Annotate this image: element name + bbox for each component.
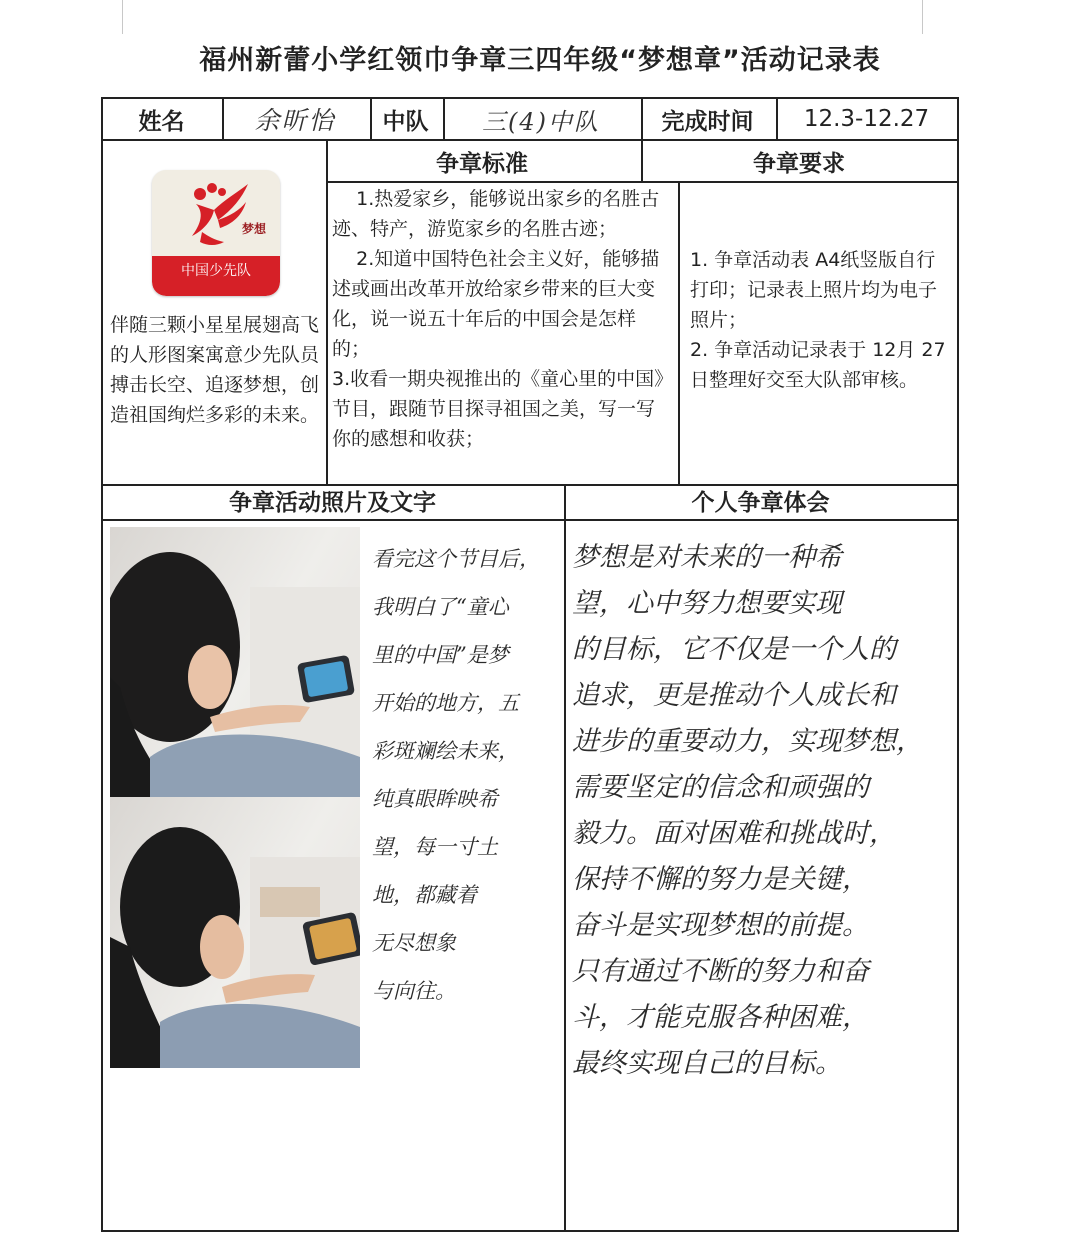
requirements-list (690, 245, 950, 395)
name-value: 余昕怡 (254, 106, 336, 135)
handwriting-line: 纯真眼眸映希 (372, 787, 498, 811)
page-edge-right (922, 0, 923, 34)
page-edge-left (122, 0, 123, 34)
row-divider-std-header (326, 181, 957, 183)
activity-header: 争章活动照片及文字 (229, 490, 436, 516)
handwriting-line: 地，都藏着 (372, 883, 477, 907)
activity-handwriting (372, 535, 562, 1015)
row-divider-activity-header (103, 519, 957, 521)
activity-photo-1 (110, 527, 360, 797)
handwriting-line: 与向往。 (372, 979, 456, 1003)
time-label: 完成时间 (661, 108, 754, 135)
standards-list (332, 184, 672, 454)
handwriting-line: 保持不懈的努力是关键， (572, 864, 869, 895)
requirement-item-1: 1. 争章活动表 A4纸竖版自行打印；记录表上照片均为电子照片； (690, 249, 938, 331)
activity-photo-2 (110, 797, 360, 1068)
name-label: 姓名 (138, 108, 185, 135)
handwriting-line: 需要坚定的信念和顽强的 (572, 772, 869, 803)
requirements-header: 争章要求 (753, 150, 845, 177)
reflection-header: 个人争章体会 (691, 490, 830, 516)
handwriting-line: 里的中国”是梦 (372, 643, 509, 667)
handwriting-line: 进步的重要动力，实现梦想， (572, 726, 923, 757)
col-divider (326, 139, 328, 484)
child-watching-phone-photo (110, 797, 360, 1068)
col-divider (678, 181, 680, 484)
handwriting-line: 看完这个节目后， (372, 547, 540, 571)
squad-label: 中队 (382, 108, 429, 135)
standard-item-2: 2.知道中国特色社会主义好，能够描述或画出改革开放给家乡带来的巨大变化，说一说五十年后的中国会是怎样的； (332, 248, 660, 360)
logo-band-text: 中国少先队 (152, 256, 280, 296)
handwriting-line: 望，心中努力想要实现 (572, 588, 842, 619)
standards-header: 争章标准 (436, 150, 528, 177)
handwriting-line: 奋斗是实现梦想的前提。 (572, 910, 869, 941)
requirement-item-2: 2. 争章活动记录表于 12月 27 日整理好交至大队部审核。 (690, 339, 952, 391)
handwriting-line: 毅力。面对困难和挑战时， (572, 818, 896, 849)
handwriting-line: 只有通过不断的努力和奋 (572, 956, 869, 987)
handwriting-line: 梦想是对未来的一种希 (572, 542, 842, 573)
young-pioneers-dream-badge-logo (152, 170, 280, 296)
handwriting-line: 最终实现自己的目标。 (572, 1048, 842, 1079)
handwriting-line: 望，每一寸土 (372, 835, 498, 859)
standard-item-3: 3.收看一期央视推出的《童心里的中国》节目，跟随节目探寻祖国之美，写一写你的感想和收获； (332, 368, 664, 450)
handwriting-line: 追求，更是推动个人成长和 (572, 680, 896, 711)
standard-item-1: 1.热爱家乡，能够说出家乡的名胜古迹、特产，游览家乡的名胜古迹； (332, 188, 660, 240)
page-title: 福州新蕾小学红领巾争章三四年级“梦想章”活动记录表 (199, 45, 881, 76)
col-divider (564, 484, 566, 1232)
badge-description: 伴随三颗小星星展翅高飞的人形图案寓意少先队员搏击长空、追逐梦想，创造祖国绚烂多彩的未来。 (110, 314, 320, 426)
handwriting-line: 开始的地方，五 (372, 691, 519, 715)
handwriting-line: 我明白了“童心 (372, 595, 509, 619)
handwriting-line: 无尽想象 (372, 931, 456, 955)
child-watching-phone-photo (110, 527, 360, 797)
handwriting-line: 斗，才能克服各种困难， (572, 1002, 869, 1033)
handwriting-line: 彩斑斓绘未来， (372, 739, 519, 763)
time-value: 12.3-12.27 (803, 106, 930, 132)
logo-small-text: 梦想 (241, 222, 266, 236)
squad-value: 三(4)中队 (482, 107, 600, 136)
reflection-handwriting (572, 535, 956, 1087)
handwriting-line: 的目标，它不仅是一个人的 (572, 634, 896, 665)
